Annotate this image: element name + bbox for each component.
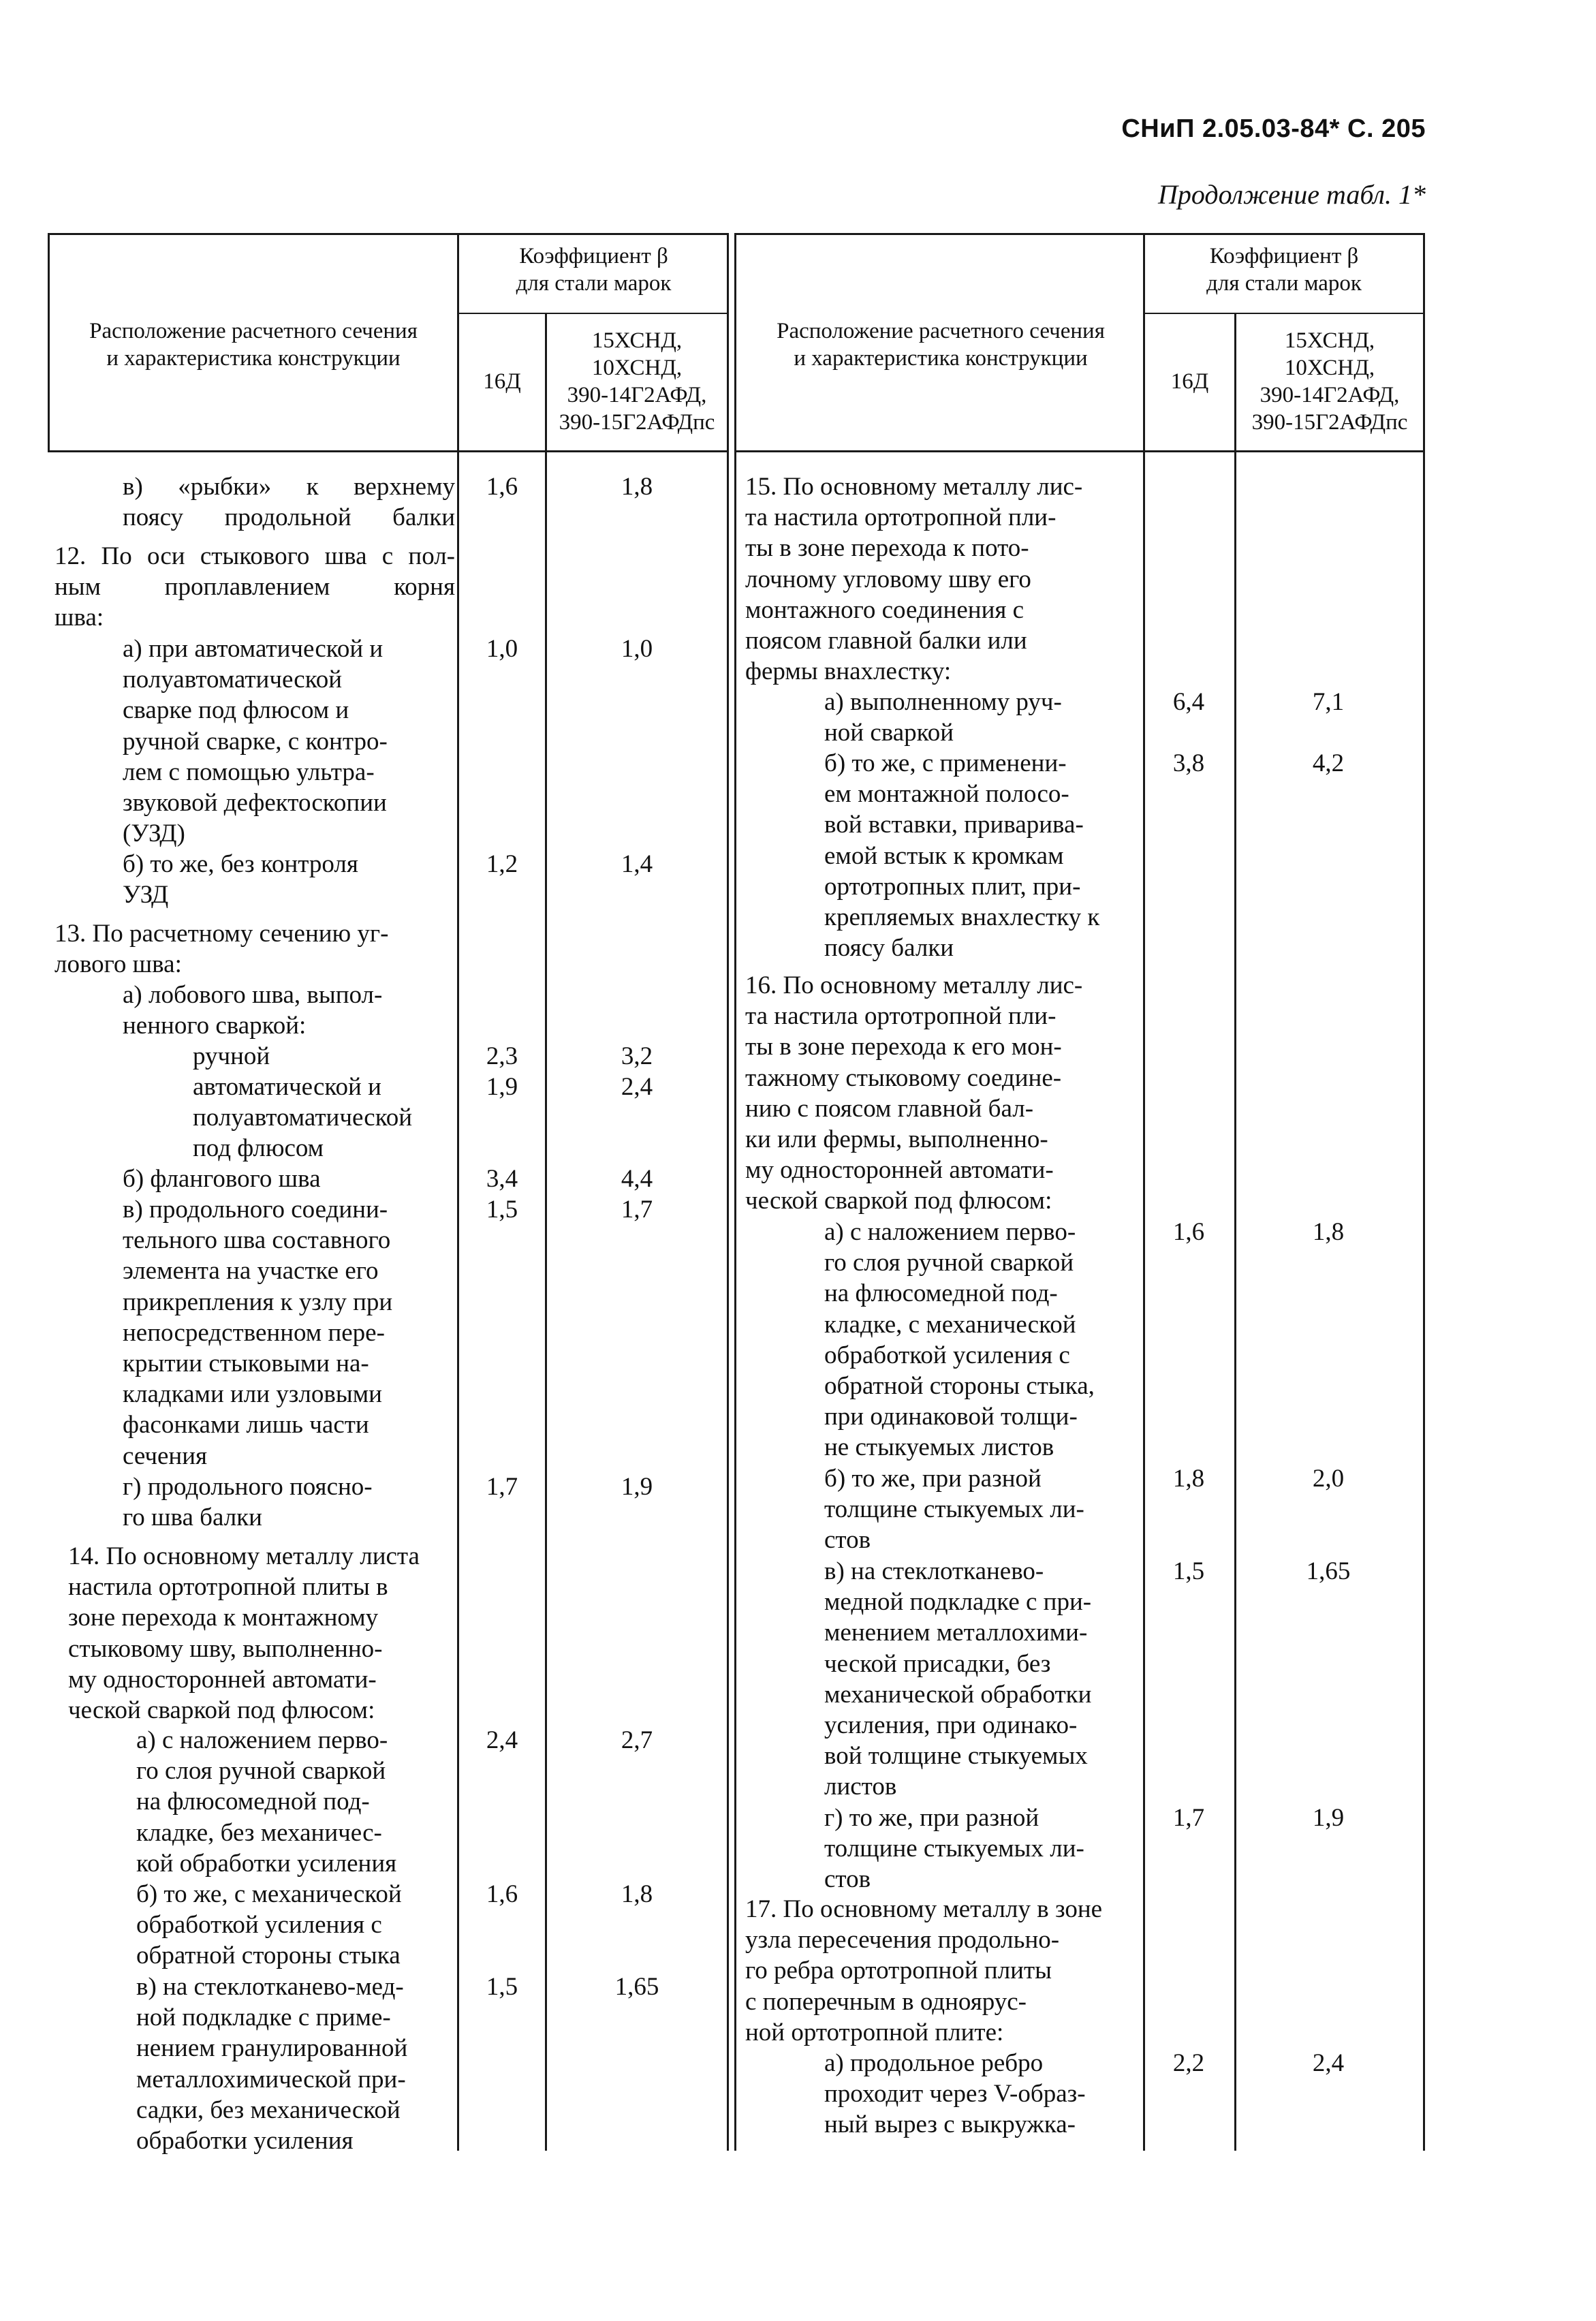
table-row-text: г) то же, при разной толщине стыкуемых ли- стов xyxy=(824,1804,1084,1894)
table-row-value-steel-group: 1,9 xyxy=(621,1473,653,1501)
left-header-coef-group: Коэффициент β для стали марок xyxy=(516,244,672,296)
table-row-value-16d: 1,7 xyxy=(1172,1804,1205,1832)
table-row-text: в) на стеклотканево- медной подкладке с при- менением металлохими- ческой присадки, без механической обработки усиления, при одинако- вой толщине стыкуемых листов xyxy=(824,1557,1092,1801)
table-center-divider-2 xyxy=(734,233,736,2151)
table-row-value-16d: 1,0 xyxy=(486,635,518,663)
table-row-value-steel-group: 1,0 xyxy=(621,635,653,663)
table-row-value-16d: 1,5 xyxy=(486,1196,518,1224)
table-row-text: 17. По основному металлу в зоне узла пересечения продольно- го ребра ортотропной плиты с поперечным в одноярус- ной ортотропной плите: xyxy=(745,1895,1103,2046)
right-table-outer-border xyxy=(1423,233,1425,2151)
left-table-top-border xyxy=(48,233,729,235)
table-row-text: б) флангового шва xyxy=(123,1165,321,1193)
left-header-steel-group: 15ХСНД, 10ХСНД, 390-14Г2АФД, 390-15Г2АФДпс xyxy=(559,328,715,435)
table-row-value-steel-group: 2,0 xyxy=(1312,1465,1345,1493)
table-row-text: а) выполненному руч- ной сваркой xyxy=(824,688,1062,747)
table-row-value-16d: 1,7 xyxy=(486,1473,518,1501)
table-row-text: б) то же, при разной толщине стыкуемых ли- стов xyxy=(824,1465,1084,1555)
page-running-title: СНиП 2.05.03-84* С. 205 xyxy=(1121,114,1426,143)
table-row-text: в) на стеклотканево-мед- ной подкладке с приме- нением гранулированной металлохимической при- садки, без механической обработки усиления xyxy=(136,1973,408,2155)
table-row-value-steel-group: 1,7 xyxy=(621,1196,653,1224)
left-column-divider-2 xyxy=(545,313,547,2151)
left-table-outer-border xyxy=(48,233,50,452)
table-row-text: а) при автоматической и полуавтоматической сварке под флюсом и ручной сварке, с контро- лем с помощью ультра- звуковой дефектоскопии (УЗД) xyxy=(123,635,388,848)
table-row-value-16d: 2,2 xyxy=(1172,2049,1205,2077)
table-row-value-16d: 6,4 xyxy=(1172,688,1205,716)
table-row-text: б) то же, с применени- ем монтажной полосо- вой вставки, приварива- емой встык к кромкам ортотропных плит, при- крепляемых внахлестку к поясу балки xyxy=(824,749,1100,963)
table-continuation-note: Продолжение табл. 1* xyxy=(1157,179,1426,210)
right-header-steel-16d: 16Д xyxy=(1170,369,1209,394)
table-row-value-16d: 1,5 xyxy=(1172,1557,1205,1585)
table-row-value-16d: 1,9 xyxy=(486,1073,518,1101)
table-row-text: автоматической и полуавтоматической под флюсом xyxy=(193,1073,413,1163)
right-table-top-border xyxy=(734,233,1425,235)
table-row-value-16d: 1,8 xyxy=(1172,1465,1205,1493)
table-row-value-steel-group: 1,8 xyxy=(621,1880,653,1908)
table-row-value-steel-group: 4,4 xyxy=(621,1165,653,1193)
table-row-value-steel-group: 2,4 xyxy=(1312,2049,1345,2077)
table-row-text: 15. По основному металлу лис- та настила ортотропной пли- ты в зоне перехода к пото- лочному угловому шву его монтажного соединения с поясом главной балки или фермы внахлестку: xyxy=(745,473,1083,686)
table-row-text: а) продольное ребро проходит через V-образ- ный вырез с выкружка- xyxy=(824,2049,1086,2139)
table-row-text: в) продольного соедини- тельного шва составного элемента на участке его прикрепления к узлу при непосредственном пере- крытии стыковыми на- кладками или узловыми фасонками лишь части сечения xyxy=(123,1196,393,1470)
table-row-value-16d: 2,3 xyxy=(486,1042,518,1070)
left-header-location: Расположение расчетного сечения и характеристика конструкции xyxy=(89,319,418,371)
table-row-value-16d: 1,6 xyxy=(1172,1218,1205,1246)
right-table-header-separator xyxy=(734,450,1425,452)
table-row-text: г) продольного поясно- го шва балки xyxy=(123,1473,373,1532)
left-header-steel-16d: 16Д xyxy=(483,369,521,394)
table-row-text: 13. По расчетному сечению уг- лового шва: xyxy=(54,920,389,979)
left-table-header-separator xyxy=(48,450,729,452)
table-row-text: 16. По основному металлу лис- та настила ортотропной пли- ты в зоне перехода к его мон- тажному стыковому соедине- нию с поясом главной бал- ки или фермы, выполненно- му односторонней автомати- ческой сваркой под флюсом: xyxy=(745,971,1083,1215)
table-row-text: а) с наложением перво- го слоя ручной сваркой на флюсомедной под- кладке, с механической обработкой усиления с обратной стороны стыка, при одинаковой толщи- не стыкуемых листов xyxy=(824,1218,1095,1462)
table-row-value-16d: 2,4 xyxy=(486,1726,518,1754)
right-header-coef-group: Коэффициент β для стали марок xyxy=(1206,244,1362,296)
table-row-value-steel-group: 1,65 xyxy=(1306,1557,1351,1585)
table-row-value-16d: 3,4 xyxy=(486,1165,518,1193)
table-row-value-16d: 1,6 xyxy=(486,1880,518,1908)
right-column-divider-1 xyxy=(1143,233,1145,2151)
left-coef-group-separator xyxy=(458,313,729,314)
table-row-value-16d: 3,8 xyxy=(1172,749,1205,777)
right-header-location: Расположение расчетного сечения и характеристика конструкции xyxy=(777,319,1105,371)
right-header-steel-group: 15ХСНД, 10ХСНД, 390-14Г2АФД, 390-15Г2АФДпс xyxy=(1251,328,1408,435)
table-row-text: 12. По оси стыкового шва с пол- ным проплавлением корня шва: xyxy=(54,542,455,632)
table-row-text: б) то же, без контроля УЗД xyxy=(123,850,358,909)
table-row-value-steel-group: 1,9 xyxy=(1312,1804,1345,1832)
table-row-text: а) лобового шва, выпол- ненного сваркой: xyxy=(123,981,383,1040)
table-row-text: в) «рыбки» к верхнему поясу продольной балки xyxy=(123,473,455,532)
table-row-value-steel-group: 2,4 xyxy=(621,1073,653,1101)
table-row-value-16d: 1,6 xyxy=(486,473,518,501)
table-row-text: а) с наложением перво- го слоя ручной сваркой на флюсомедной под- кладке, без механичес- кой обработки усиления xyxy=(136,1726,397,1878)
table-row-value-steel-group: 1,65 xyxy=(614,1973,659,2001)
table-row-value-steel-group: 2,7 xyxy=(621,1726,653,1754)
table-row-value-16d: 1,2 xyxy=(486,850,518,878)
table-row-value-steel-group: 1,8 xyxy=(1312,1218,1345,1246)
table-row-value-steel-group: 3,2 xyxy=(621,1042,653,1070)
right-coef-group-separator xyxy=(1144,313,1425,314)
table-row-value-steel-group: 7,1 xyxy=(1312,688,1345,716)
table-row-text: б) то же, с механической обработкой усиления с обратной стороны стыка xyxy=(136,1880,402,1970)
table-row-text: ручной xyxy=(193,1042,270,1070)
table-row-text: 14. По основному металлу листа настила ортотропной плиты в зоне перехода к монтажному стыковому шву, выполненно- му односторонней автомати- ческой сваркой под флюсом: xyxy=(68,1542,420,1725)
table-row-value-16d: 1,5 xyxy=(486,1973,518,2001)
table-row-value-steel-group: 4,2 xyxy=(1312,749,1345,777)
table-row-value-steel-group: 1,4 xyxy=(621,850,653,878)
table-row-value-steel-group: 1,8 xyxy=(621,473,653,501)
